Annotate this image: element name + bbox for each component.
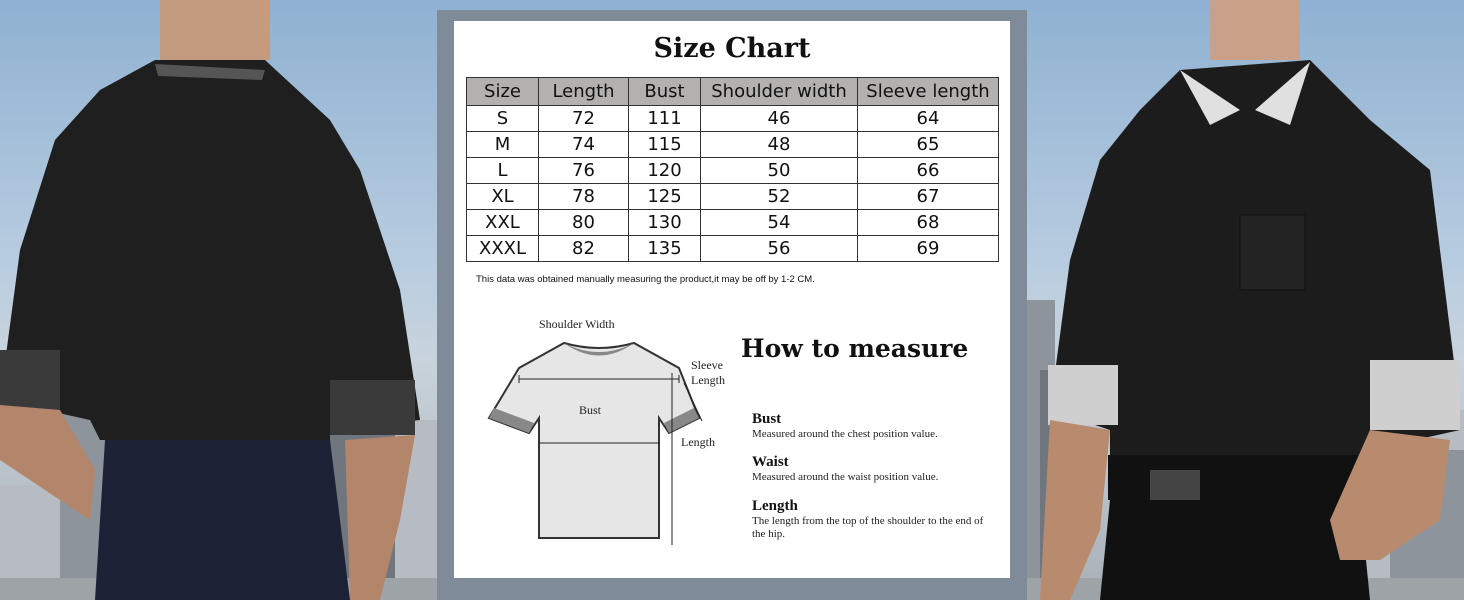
cell-shoulder: 56 <box>701 236 858 262</box>
cell-bust: 115 <box>629 132 701 158</box>
cell-bust: 120 <box>629 158 701 184</box>
size-chart-card <box>454 21 1010 578</box>
term-waist-heading: Waist <box>752 454 789 470</box>
cell-bust: 125 <box>629 184 701 210</box>
cell-sleeve: 67 <box>858 184 999 210</box>
cell-size: S <box>467 106 539 132</box>
cell-length: 74 <box>539 132 629 158</box>
table-row <box>467 158 999 184</box>
cell-sleeve: 65 <box>858 132 999 158</box>
measurement-note: This data was obtained manually measuring the product,it may be off by 1-2 CM. <box>476 274 815 285</box>
cell-length: 72 <box>539 106 629 132</box>
table-row <box>467 236 999 262</box>
header-bust: Bust <box>629 78 701 106</box>
cell-bust: 135 <box>629 236 701 262</box>
header-length: Length <box>539 78 629 106</box>
cell-size: XXXL <box>467 236 539 262</box>
tshirt-diagram <box>484 313 714 545</box>
cell-size: M <box>467 132 539 158</box>
cell-size: XXL <box>467 210 539 236</box>
cell-size: L <box>467 158 539 184</box>
term-bust-desc: Measured around the chest position value. <box>752 428 938 440</box>
header-shoulder-width: Shoulder width <box>701 78 858 106</box>
term-bust-heading: Bust <box>752 411 782 427</box>
table-header-row <box>467 78 999 106</box>
header-sleeve-length: Sleeve length <box>858 78 999 106</box>
table-row <box>467 106 999 132</box>
cell-bust: 111 <box>629 106 701 132</box>
bust-label: Bust <box>579 403 602 417</box>
length-label: Length <box>681 435 715 449</box>
table-row <box>467 210 999 236</box>
term-waist <box>752 454 992 484</box>
cell-shoulder: 54 <box>701 210 858 236</box>
term-waist-desc: Measured around the waist position value. <box>752 471 939 483</box>
sleeve-label-line2: Length <box>691 373 725 387</box>
cell-sleeve: 64 <box>858 106 999 132</box>
size-table <box>466 77 999 262</box>
model-back-view <box>0 0 440 600</box>
term-length-desc: The length from the top of the shoulder to the end of the hip. <box>752 515 984 540</box>
sleeve-label-line1: Sleeve <box>691 358 723 372</box>
term-length-heading: Length <box>752 498 798 514</box>
cell-size: XL <box>467 184 539 210</box>
cell-shoulder: 50 <box>701 158 858 184</box>
cell-shoulder: 46 <box>701 106 858 132</box>
cell-length: 78 <box>539 184 629 210</box>
how-to-measure-title: How to measure <box>741 334 969 363</box>
cell-bust: 130 <box>629 210 701 236</box>
cell-length: 82 <box>539 236 629 262</box>
model-front-view <box>1040 0 1464 600</box>
cell-shoulder: 48 <box>701 132 858 158</box>
cell-length: 80 <box>539 210 629 236</box>
cell-shoulder: 52 <box>701 184 858 210</box>
table-row <box>467 184 999 210</box>
cell-sleeve: 66 <box>858 158 999 184</box>
cell-sleeve: 68 <box>858 210 999 236</box>
cell-length: 76 <box>539 158 629 184</box>
header-size: Size <box>467 78 539 106</box>
table-row <box>467 132 999 158</box>
size-chart-title: Size Chart <box>653 33 811 64</box>
term-bust <box>752 411 992 441</box>
cell-sleeve: 69 <box>858 236 999 262</box>
term-length <box>752 498 992 541</box>
shoulder-width-label: Shoulder Width <box>539 317 615 331</box>
